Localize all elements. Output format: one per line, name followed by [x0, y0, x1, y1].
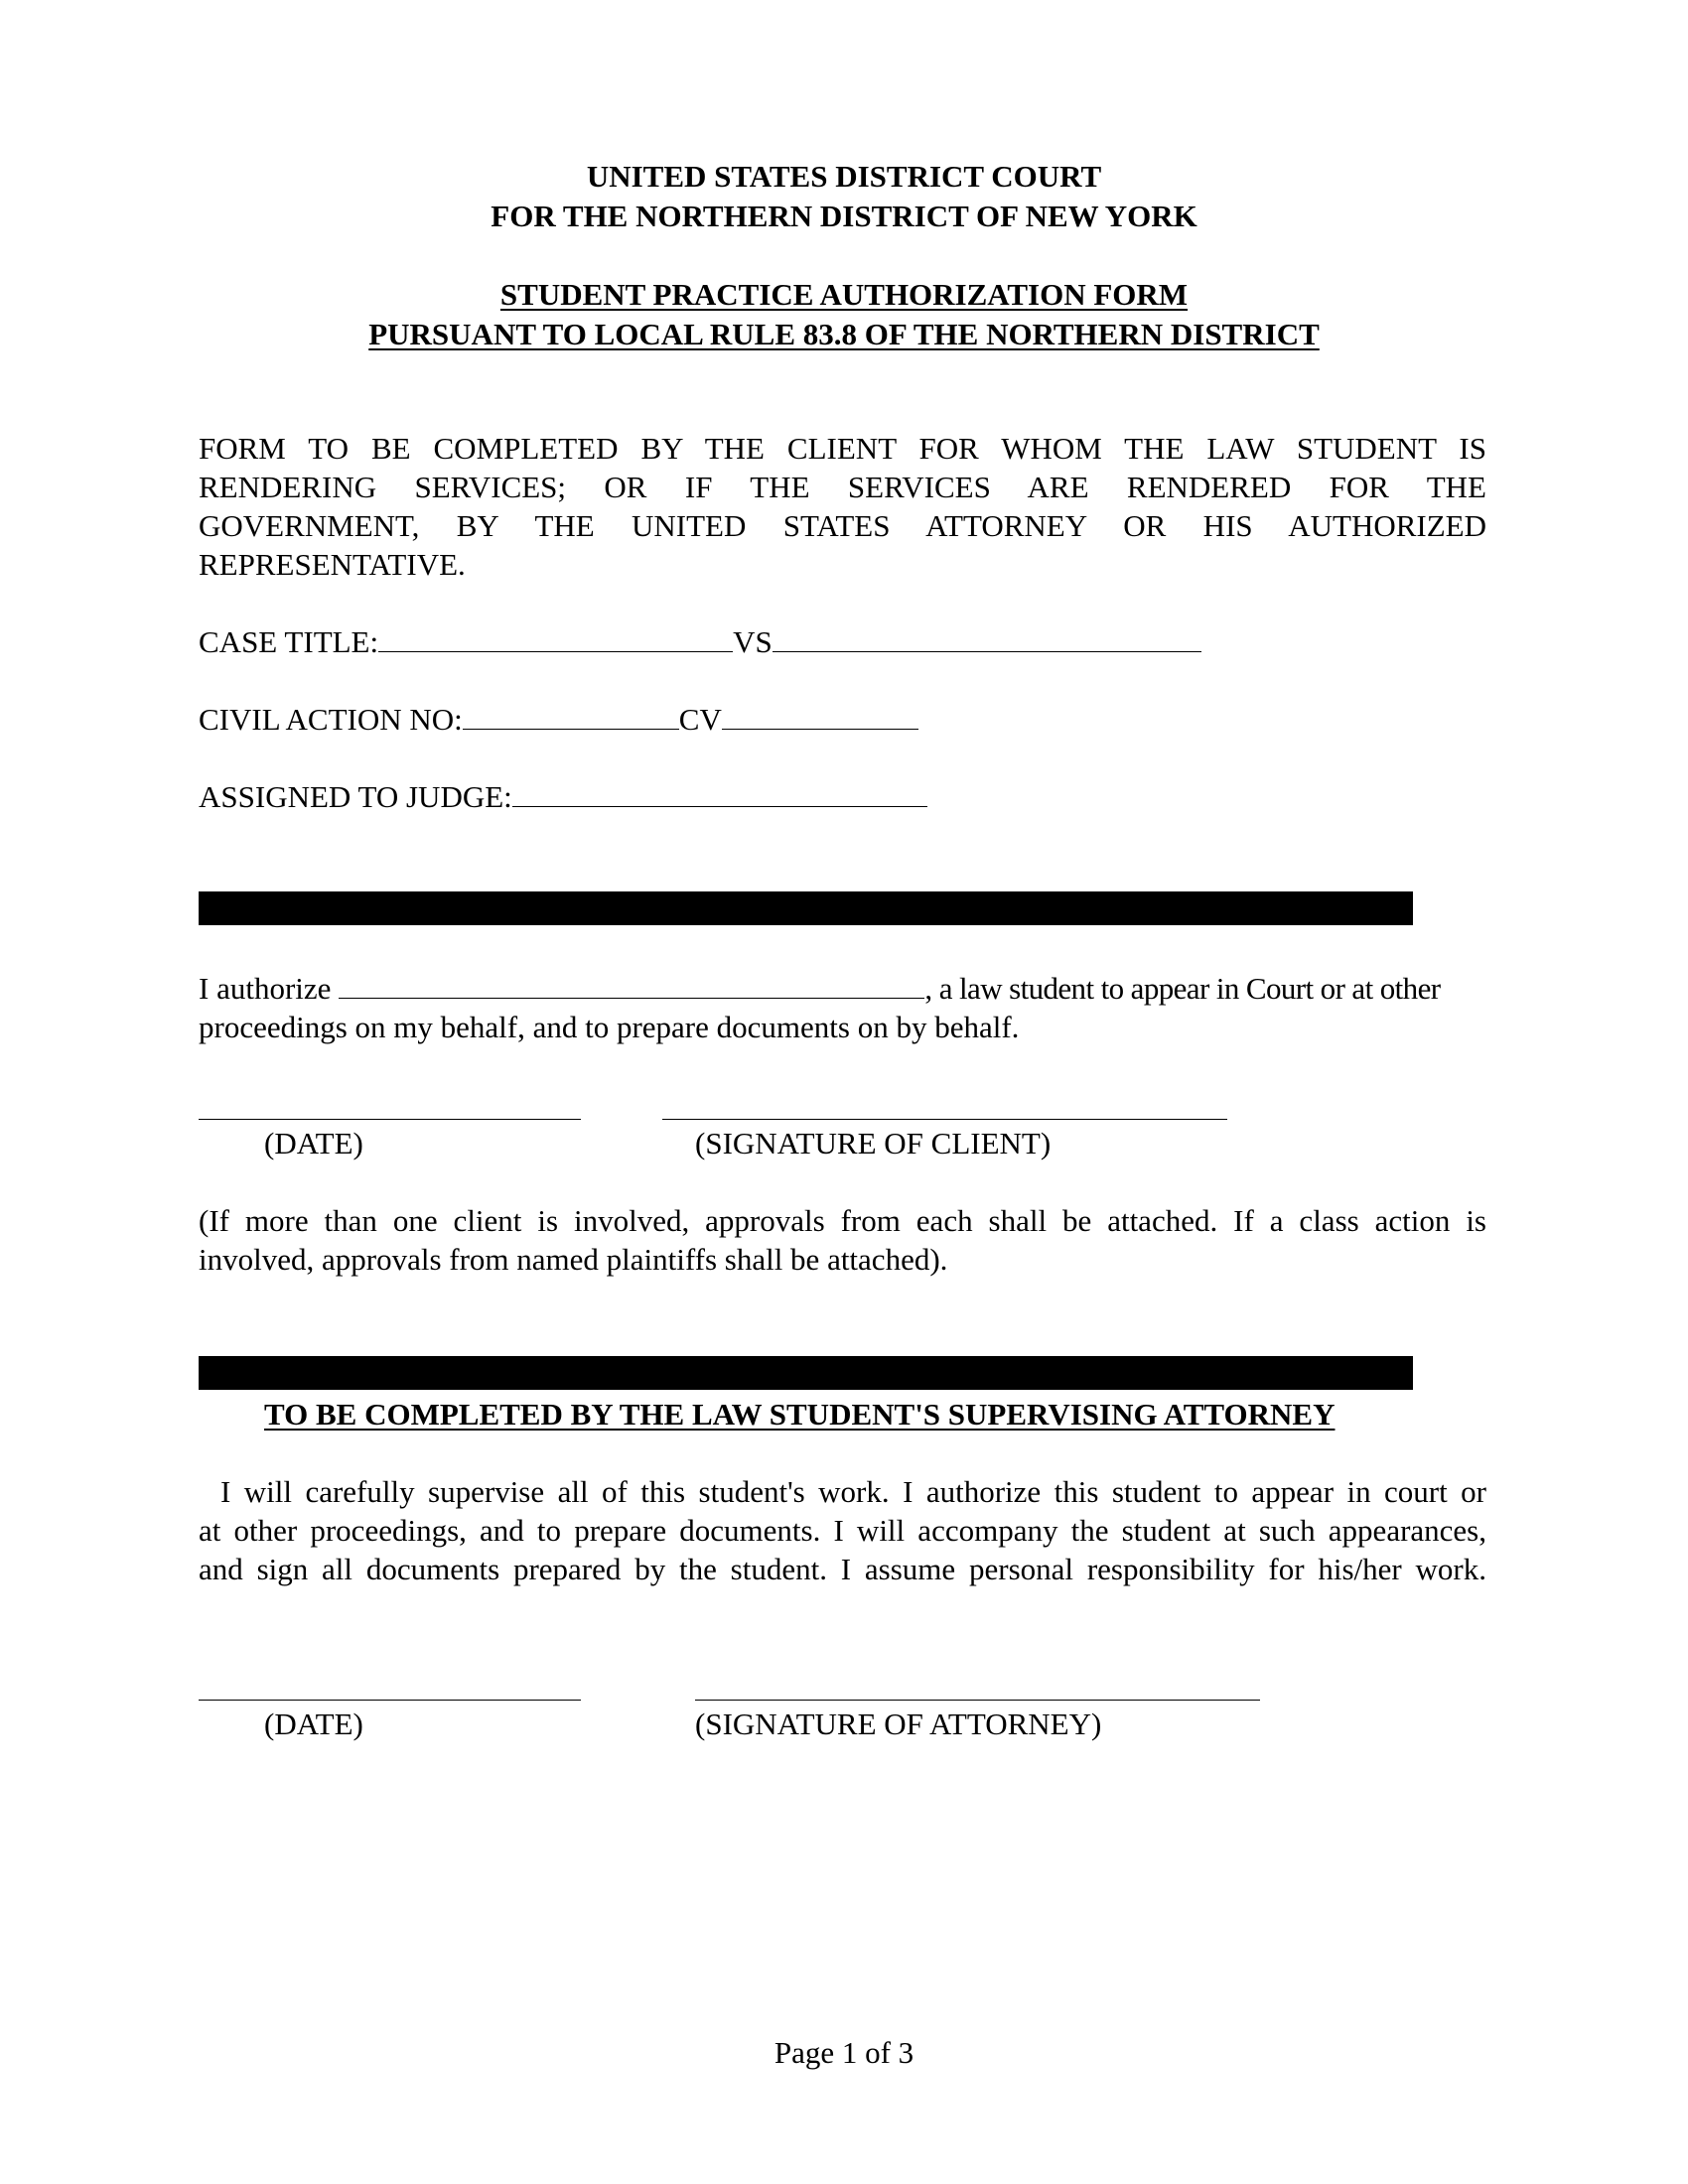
authorize-suffix: , a law student to appear in Court or at other	[924, 971, 1441, 1006]
judge-field[interactable]	[512, 778, 927, 807]
form-subtitle: PURSUANT TO LOCAL RULE 83.8 OF THE NORTHERN DISTRICT	[368, 317, 1320, 351]
multiple-clients-note	[199, 1201, 1486, 1279]
instructions-line-1: FORM TO BE COMPLETED BY THE CLIENT FOR WHOM THE LAW STUDENT IS	[199, 431, 1486, 466]
attorney-signature-line[interactable]	[695, 1700, 1260, 1701]
instructions-paragraph	[199, 429, 1486, 584]
authorize-paragraph	[199, 969, 1486, 1046]
attorney-heading-text: TO BE COMPLETED BY THE LAW STUDENT'S SUPERVISING ATTORNEY	[264, 1397, 1336, 1432]
attorney-line-2: at other proceedings, and to prepare documents. I will accompany the student at such appearances,	[199, 1513, 1486, 1548]
civil-action-label: CIVIL ACTION NO:	[199, 702, 463, 737]
note-line-1: (If more than one client is involved, approvals from each shall be attached. If a class action is	[199, 1203, 1486, 1238]
form-title: STUDENT PRACTICE AUTHORIZATION FORM	[499, 277, 1189, 312]
attorney-line-3: and sign all documents prepared by the student. I assume personal responsibility for his/her work.	[199, 1552, 1486, 1586]
instructions-line-4: REPRESENTATIVE.	[199, 547, 466, 582]
civil-action-row	[199, 700, 918, 740]
authorize-prefix: I authorize	[199, 971, 332, 1006]
page-number: Page 1 of 3	[774, 2035, 914, 2070]
form-title-block	[0, 275, 1688, 354]
civil-action-field[interactable]	[463, 701, 679, 730]
attorney-section-heading	[264, 1395, 1335, 1434]
client-signature-line[interactable]	[662, 1119, 1227, 1120]
case-title-row	[199, 622, 1201, 662]
case-title-label: CASE TITLE:	[199, 624, 379, 659]
cv-label: CV	[678, 702, 722, 737]
authorize-line-2: proceedings on my behalf, and to prepare documents on by behalf.	[199, 1010, 1020, 1044]
attorney-date-line[interactable]	[199, 1700, 581, 1701]
court-name	[0, 157, 1688, 236]
vs-label: VS	[733, 624, 773, 659]
client-signature-caption: (SIGNATURE OF CLIENT)	[695, 1126, 1052, 1160]
cv-field[interactable]	[722, 701, 918, 730]
instructions-line-3: GOVERNMENT, BY THE UNITED STATES ATTORNEY OR HIS AUTHORIZED	[199, 508, 1486, 543]
student-name-field[interactable]	[339, 970, 924, 999]
section-divider-bar	[199, 891, 1413, 925]
judge-label: ASSIGNED TO JUDGE:	[199, 779, 512, 814]
judge-row	[199, 777, 927, 817]
attorney-line-1: I will carefully supervise all of this student's work. I authorize this student to appear in court or	[220, 1474, 1486, 1509]
vs-field[interactable]	[773, 623, 1201, 652]
instructions-line-2: RENDERING SERVICES; OR IF THE SERVICES ARE RENDERED FOR THE	[199, 470, 1486, 504]
note-line-2: involved, approvals from named plaintiffs shall be attached).	[199, 1242, 948, 1277]
section-divider-bar	[199, 1356, 1413, 1390]
authorize-line-1	[199, 969, 1486, 1008]
client-date-line[interactable]	[199, 1119, 581, 1120]
attorney-paragraph	[199, 1472, 1486, 1588]
court-line-1: UNITED STATES DISTRICT COURT	[586, 159, 1102, 194]
court-line-2: FOR THE NORTHERN DISTRICT OF NEW YORK	[491, 199, 1197, 233]
attorney-signature-caption: (SIGNATURE OF ATTORNEY)	[695, 1706, 1102, 1741]
attorney-date-caption: (DATE)	[264, 1706, 363, 1741]
case-title-field[interactable]	[378, 623, 733, 652]
client-date-caption: (DATE)	[264, 1126, 363, 1160]
